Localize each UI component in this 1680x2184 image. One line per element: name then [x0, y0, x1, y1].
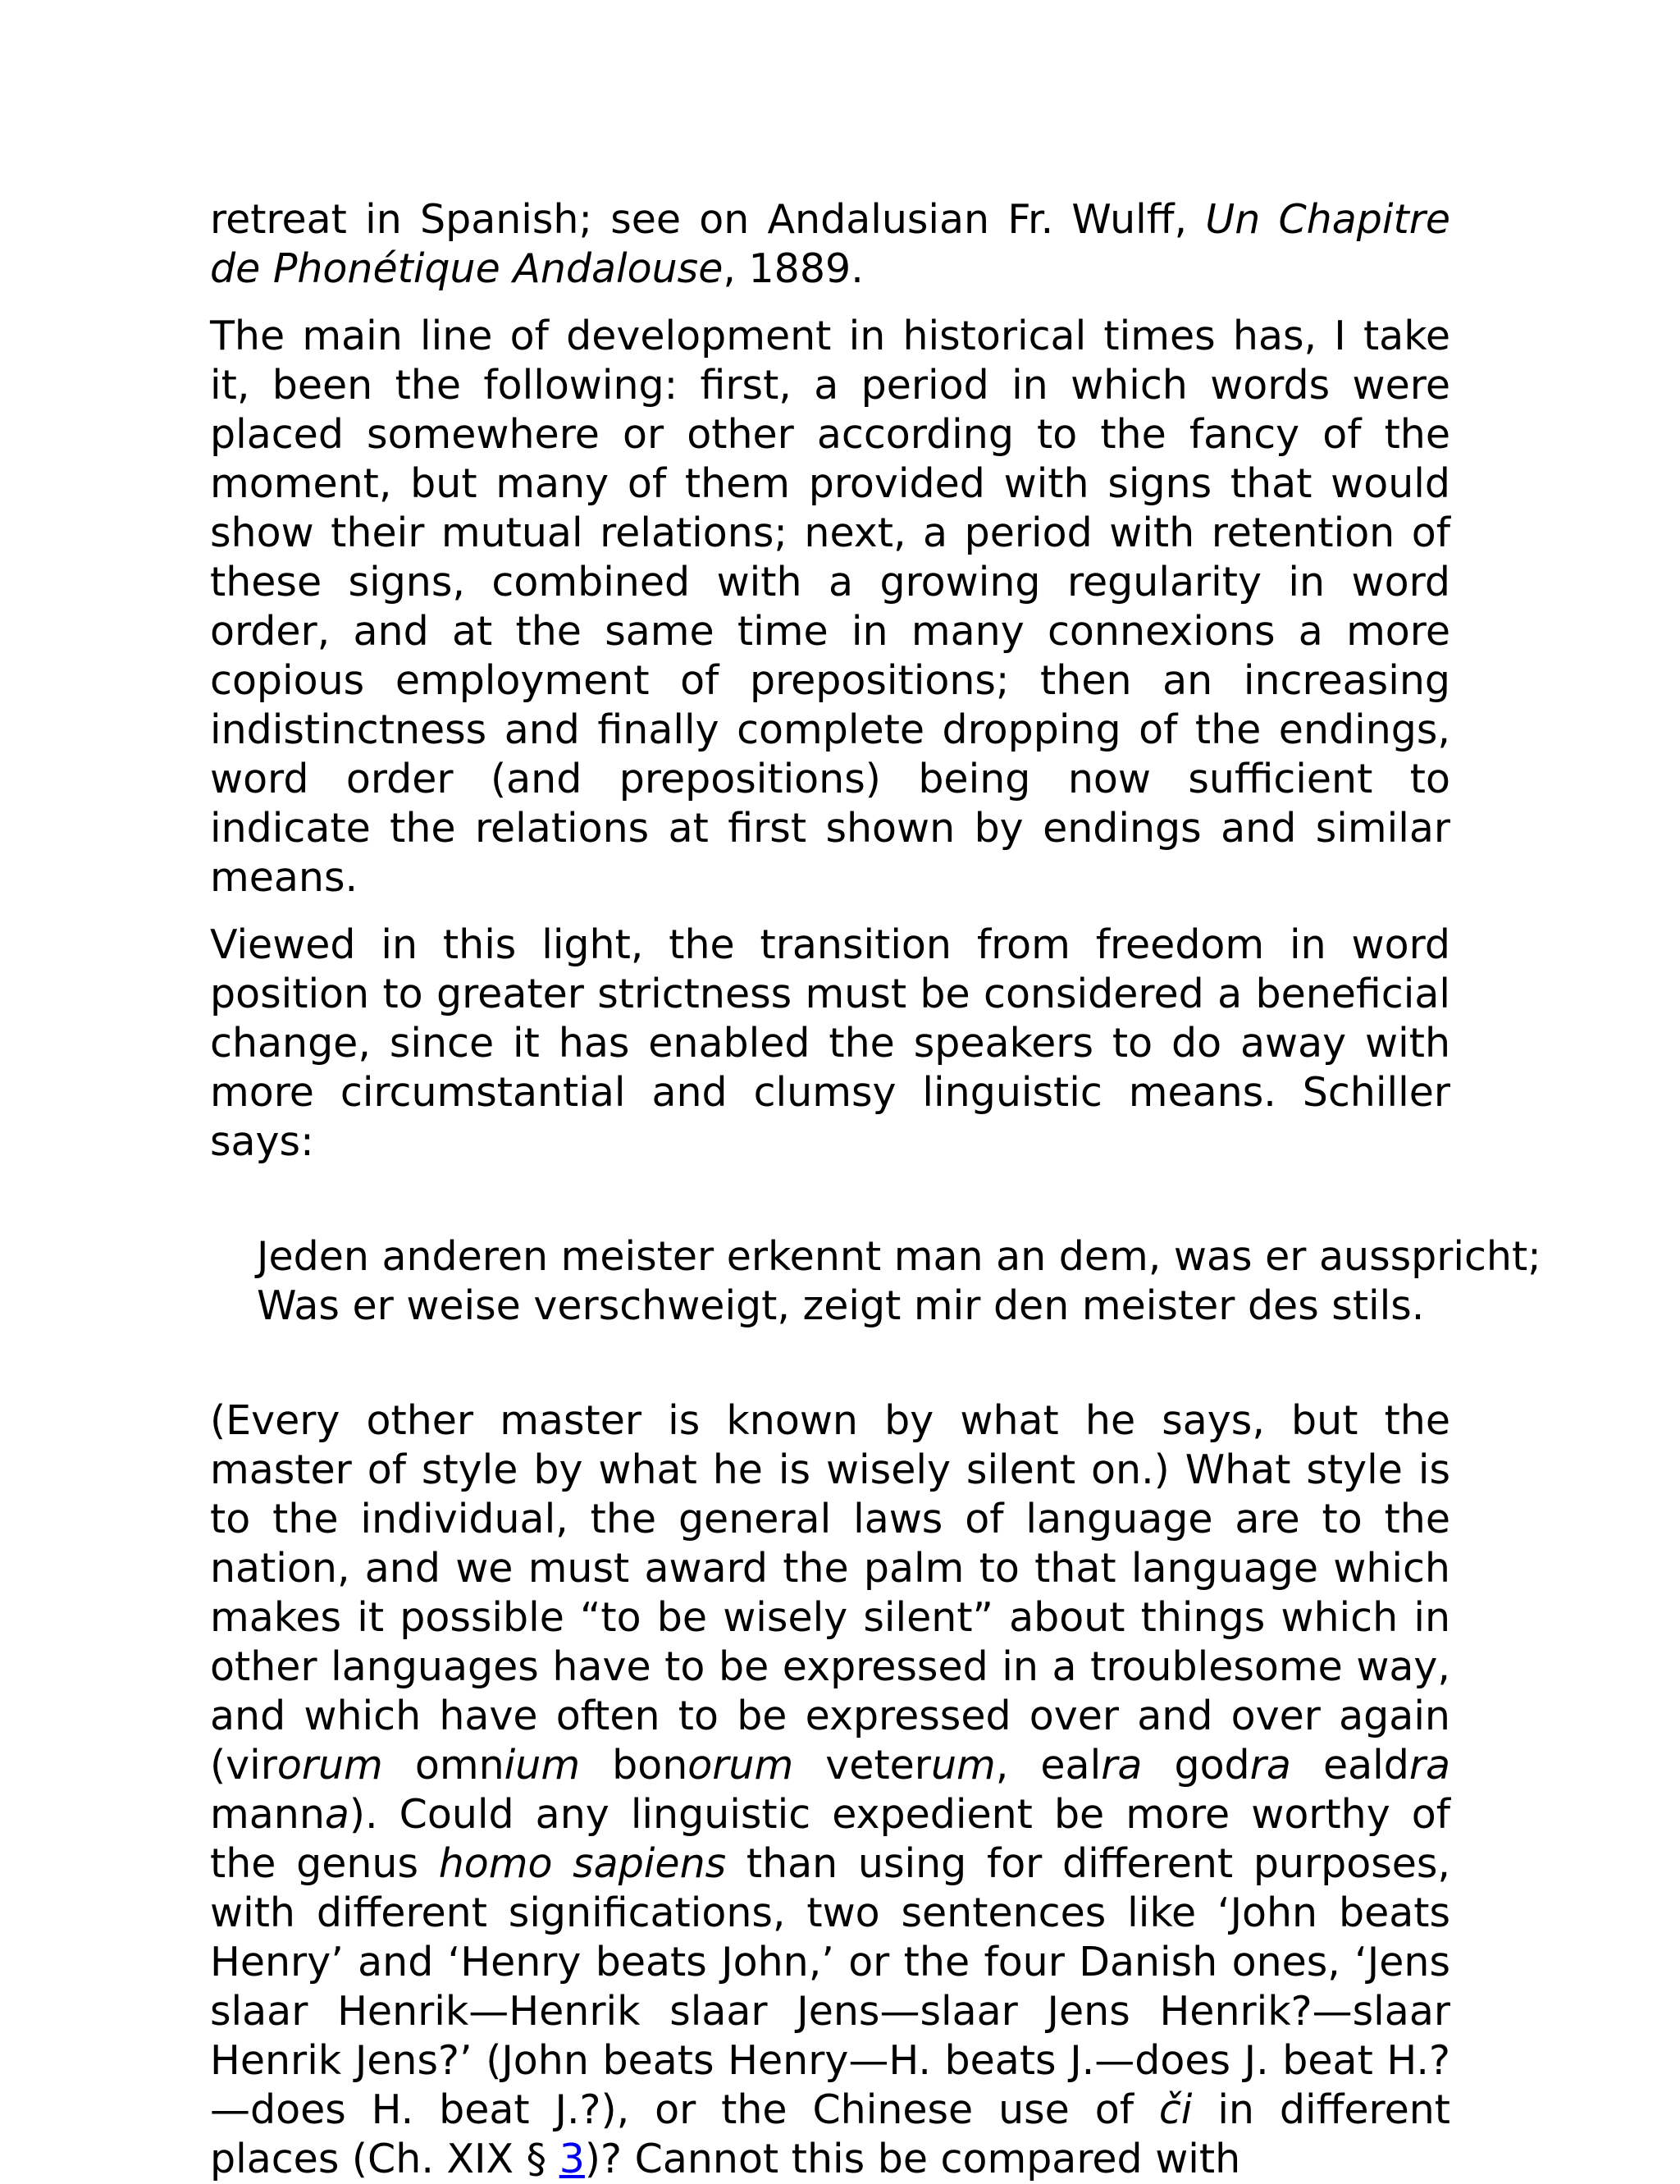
italic-ending: a	[324, 1791, 349, 1838]
book-title: Un Chapitre de Phonétique Andalouse	[210, 196, 1450, 292]
quote-line-1: Jeden anderen meister erkennt man an dem, was er ausspricht;	[257, 1233, 1541, 1280]
text-run: retreat in Spanish; see on Andalusian Fr. Wulff,	[210, 196, 1206, 243]
italic-term: či	[1158, 2086, 1193, 2133]
italic-ending: orum	[276, 1742, 383, 1789]
quote-line-2: Was er weise verschweigt, zeigt mir den meister des stils.	[257, 1282, 1425, 1329]
document-page	[210, 195, 1541, 2184]
italic-term: homo sapiens	[438, 1840, 727, 1887]
paragraph-transition: Viewed in this light, the transition from freedom in word position to greater strictness must be considered a beneficial change, since it has enabled the speakers to do away with more circumstantial and clumsy linguistic means. Schiller says:	[210, 921, 1450, 1165]
paragraph-development: The main line of development in historical times has, I take it, been the following: first, a period in which words were placed somewhere or other according to the fancy of the moment, but many of them provided with signs that would show their mutual relations; next, a period with retention of these signs, combined with a growing regularity in word order, and at the same time in many connexions a more copious employment of prepositions; then an increasing indistinctness and finally complete dropping of the endings, word order (and prepositions) being now sufficient to indicate the relations at first shown by endings and similar means.	[210, 313, 1450, 901]
text-run: veter	[793, 1742, 931, 1789]
italic-ending: ium	[504, 1742, 581, 1789]
text-run: )? Cannot this be compared with	[584, 2136, 1241, 2182]
text-run: (Every other master is known by what he says, but the master of style by what he is wisely silent on.) What style is to the individual, the general laws of language are to the nation, and we must award the palm to that language which makes it possible “to be wisely silent” about things which in other languages have to be expressed in a troublesome way, and which have often to be expressed over and over again (vir	[210, 1397, 1450, 1789]
text-run: bon	[580, 1742, 688, 1789]
text-run: in different places (Ch. XIX §	[210, 2086, 1450, 2182]
italic-ending: um	[930, 1742, 996, 1789]
text-run: mann	[210, 1791, 325, 1838]
text-run: god	[1142, 1742, 1250, 1789]
text-run: than using for different purposes, with different significations, two sentences like ‘John beats Henry’ and ‘Henry beats John,’ or the four Danish ones, ‘Jens slaar Henrik—Henrik slaar Jens—slaar Jens Henrik?—slaar Henrik Jens?’ (John beats Henry—H. beats J.—does J. beat H.?—does H. beat J.?), or the Chinese use of	[210, 1840, 1450, 2133]
paragraph-reference	[210, 195, 1450, 294]
text-run: ). Could any linguistic expedient be more worthy of the genus	[210, 1791, 1450, 1887]
paragraph-style	[210, 1396, 1450, 2184]
italic-ending: ra	[1408, 1742, 1451, 1789]
text-run: , eal	[995, 1742, 1102, 1789]
schiller-quote	[210, 1232, 1541, 1331]
italic-ending: orum	[687, 1742, 794, 1789]
italic-ending: ra	[1101, 1742, 1143, 1789]
text-run: , 1889.	[723, 245, 864, 292]
text-run: omn	[382, 1742, 504, 1789]
text-run: eald	[1290, 1742, 1409, 1789]
chapter-section-link[interactable]: 3	[559, 2136, 585, 2182]
italic-ending: ra	[1249, 1742, 1291, 1789]
